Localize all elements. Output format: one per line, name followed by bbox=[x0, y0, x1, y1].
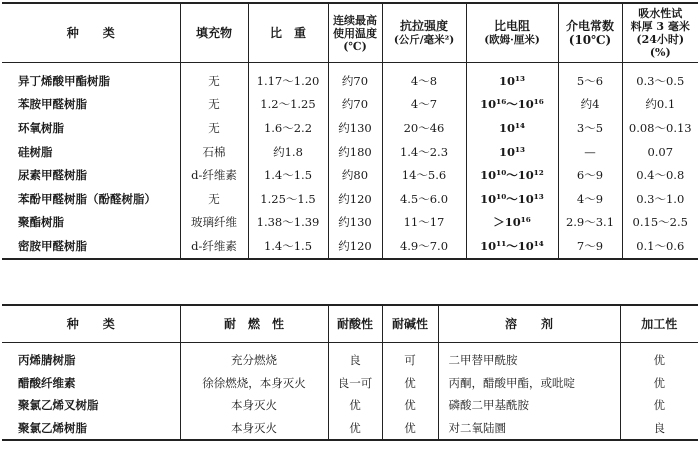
table1-row bbox=[2, 116, 698, 140]
header-gravity: 比 重 bbox=[248, 3, 328, 63]
cell-dielectric: 6～9 bbox=[558, 163, 622, 187]
cell2-alkali: 优 bbox=[382, 394, 438, 417]
header2-name: 种 类 bbox=[2, 305, 180, 343]
header2-solvent: 溶 剂 bbox=[438, 305, 620, 343]
table1-row bbox=[2, 93, 698, 117]
cell2-name: 醋酸纤维素 bbox=[18, 375, 76, 390]
cell2-acid: 优 bbox=[328, 417, 382, 441]
header-name: 种 类 bbox=[2, 3, 180, 63]
cell-temp: 约120 bbox=[328, 187, 382, 211]
cell-name: 异丁烯酸甲酯树脂 bbox=[18, 73, 110, 88]
cell-gravity: 约1.8 bbox=[248, 140, 328, 164]
cell2-processability: 良 bbox=[620, 417, 698, 441]
cell-tensile: 4～8 bbox=[382, 63, 466, 93]
cell2-processability: 优 bbox=[620, 394, 698, 417]
header-dielectric-l2: (10℃) bbox=[568, 33, 612, 47]
resistance-table bbox=[2, 304, 698, 441]
header-dielectric bbox=[558, 3, 622, 63]
header-absorption-l1: 吸水性试 bbox=[638, 7, 683, 20]
cell2-flammability: 充分燃烧 bbox=[180, 343, 328, 372]
header-absorption bbox=[622, 3, 698, 63]
cell-absorption: 0.08～0.13 bbox=[622, 116, 698, 140]
cell-gravity: 1.6～2.2 bbox=[248, 116, 328, 140]
cell-temp: 约130 bbox=[328, 116, 382, 140]
cell-gravity: 1.38～1.39 bbox=[248, 211, 328, 235]
cell2-alkali: 可 bbox=[382, 343, 438, 372]
header2-processability: 加工性 bbox=[620, 305, 698, 343]
cell2-alkali: 优 bbox=[382, 417, 438, 441]
cell-tensile: 20～46 bbox=[382, 116, 466, 140]
cell-filler: 无 bbox=[180, 116, 248, 140]
cell-dielectric: 3～5 bbox=[558, 116, 622, 140]
table1-row bbox=[2, 140, 698, 164]
cell-filler: 无 bbox=[180, 63, 248, 93]
cell2-solvent: 磷酸二甲基酰胺 bbox=[438, 394, 620, 417]
cell-resistivity: 10¹⁴ bbox=[466, 116, 558, 140]
cell-dielectric: 2.9～3.1 bbox=[558, 211, 622, 235]
cell-name: 硅树脂 bbox=[18, 144, 53, 159]
cell-tensile: 4.9～7.0 bbox=[382, 234, 466, 259]
cell2-acid: 良 bbox=[328, 343, 382, 372]
header-tensile bbox=[382, 3, 466, 63]
cell-filler: d-纤维素 bbox=[180, 163, 248, 187]
cell2-flammability: 本身灭火 bbox=[180, 417, 328, 441]
cell-tensile: 4.5～6.0 bbox=[382, 187, 466, 211]
cell2-name: 聚氯乙烯叉树脂 bbox=[18, 398, 99, 413]
cell-tensile: 1.4～2.3 bbox=[382, 140, 466, 164]
cell-dielectric: 4～9 bbox=[558, 187, 622, 211]
cell-resistivity: 10¹⁶～10¹⁶ bbox=[466, 93, 558, 117]
table2-row bbox=[2, 343, 698, 372]
cell-name: 尿素甲醛树脂 bbox=[18, 168, 87, 183]
cell-filler: 石棉 bbox=[180, 140, 248, 164]
cell-absorption: 0.07 bbox=[622, 140, 698, 164]
cell-name: 苯酚甲醛树脂（酚醛树脂） bbox=[18, 191, 156, 206]
table1-row bbox=[2, 211, 698, 235]
cell2-solvent: 丙酮，醋酸甲酯，或吡啶 bbox=[438, 372, 620, 395]
header-tensile-l1: 抗拉强度 bbox=[399, 19, 448, 33]
cell-tensile: 14～5.6 bbox=[382, 163, 466, 187]
table1-header-row bbox=[2, 3, 698, 63]
cell-gravity: 1.4～1.5 bbox=[248, 163, 328, 187]
cell-temp: 约130 bbox=[328, 211, 382, 235]
cell-name: 苯胺甲醛树脂 bbox=[18, 97, 87, 112]
cell-absorption: 0.3～0.5 bbox=[622, 63, 698, 93]
cell2-flammability: 徐徐燃烧，本身灭火 bbox=[180, 372, 328, 395]
table2-row bbox=[2, 394, 698, 417]
table1-row bbox=[2, 63, 698, 93]
cell-name: 环氧树脂 bbox=[18, 120, 64, 135]
cell-resistivity: ＞10¹⁶ bbox=[466, 211, 558, 235]
cell2-solvent: 二甲替甲酰胺 bbox=[438, 343, 620, 372]
header-absorption-l4: (%) bbox=[649, 46, 671, 59]
cell-temp: 约70 bbox=[328, 93, 382, 117]
cell-absorption: 0.4～0.8 bbox=[622, 163, 698, 187]
header2-acid: 耐酸性 bbox=[328, 305, 382, 343]
cell-temp: 约120 bbox=[328, 234, 382, 259]
table2-row bbox=[2, 372, 698, 395]
cell-dielectric: 7～9 bbox=[558, 234, 622, 259]
cell-dielectric: 约4 bbox=[558, 93, 622, 117]
header-absorption-l2: 料厚 3 毫米 bbox=[630, 20, 690, 33]
table1-row bbox=[2, 234, 698, 259]
cell2-processability: 优 bbox=[620, 343, 698, 372]
cell2-acid: 良一可 bbox=[328, 372, 382, 395]
table2-row bbox=[2, 417, 698, 441]
header-dielectric-l1: 介电常数 bbox=[565, 19, 614, 33]
cell-resistivity: 10¹³ bbox=[466, 140, 558, 164]
cell-resistivity: 10¹³ bbox=[466, 63, 558, 93]
cell-temp: 约80 bbox=[328, 163, 382, 187]
cell-temp: 约70 bbox=[328, 63, 382, 93]
header-resistivity bbox=[466, 3, 558, 63]
header2-flammability: 耐 燃 性 bbox=[180, 305, 328, 343]
table1-row bbox=[2, 163, 698, 187]
header-tensile-l2: (公斤/毫米²) bbox=[393, 34, 455, 46]
cell-absorption: 0.1～0.6 bbox=[622, 234, 698, 259]
cell-resistivity: 10¹⁰～10¹² bbox=[466, 163, 558, 187]
cell-dielectric: — bbox=[558, 140, 622, 164]
cell-absorption: 约0.1 bbox=[622, 93, 698, 117]
cell2-processability: 优 bbox=[620, 372, 698, 395]
cell-filler: 无 bbox=[180, 187, 248, 211]
cell-temp: 约180 bbox=[328, 140, 382, 164]
cell-absorption: 0.3～1.0 bbox=[622, 187, 698, 211]
cell-filler: 无 bbox=[180, 93, 248, 117]
table1-row bbox=[2, 187, 698, 211]
header-temp-l1: 连续最高 bbox=[333, 13, 377, 27]
table2-header-row bbox=[2, 305, 698, 343]
header-filler: 填充物 bbox=[180, 3, 248, 63]
cell2-name: 丙烯腈树脂 bbox=[18, 353, 76, 368]
cell-gravity: 1.2～1.25 bbox=[248, 93, 328, 117]
cell2-alkali: 优 bbox=[382, 372, 438, 395]
header2-alkali: 耐碱性 bbox=[382, 305, 438, 343]
cell-tensile: 11～17 bbox=[382, 211, 466, 235]
header-temp-l2: 使用温度 bbox=[333, 26, 377, 40]
cell-tensile: 4～7 bbox=[382, 93, 466, 117]
cell2-solvent: 对二氧陆圜 bbox=[438, 417, 620, 441]
header-temp bbox=[328, 3, 382, 63]
cell2-acid: 优 bbox=[328, 394, 382, 417]
properties-table bbox=[2, 2, 698, 260]
cell-gravity: 1.17～1.20 bbox=[248, 63, 328, 93]
cell-name: 密胺甲醛树脂 bbox=[18, 238, 87, 253]
cell-dielectric: 5～6 bbox=[558, 63, 622, 93]
cell-resistivity: 10¹⁰～10¹³ bbox=[466, 187, 558, 211]
header-temp-l3: (℃) bbox=[343, 39, 367, 53]
header-resistivity-l2: (欧姆·厘米) bbox=[484, 34, 540, 46]
cell-filler: d-纤维素 bbox=[180, 234, 248, 259]
cell-gravity: 1.4～1.5 bbox=[248, 234, 328, 259]
cell2-flammability: 本身灭火 bbox=[180, 394, 328, 417]
cell-filler: 玻璃纤维 bbox=[180, 211, 248, 235]
cell-absorption: 0.15～2.5 bbox=[622, 211, 698, 235]
cell-resistivity: 10¹¹～10¹⁴ bbox=[466, 234, 558, 259]
header-absorption-l3: (24小时) bbox=[636, 33, 685, 46]
cell-name: 聚酯树脂 bbox=[18, 215, 64, 230]
cell-gravity: 1.25～1.5 bbox=[248, 187, 328, 211]
cell2-name: 聚氯乙烯树脂 bbox=[18, 420, 87, 435]
header-resistivity-l1: 比电阻 bbox=[493, 19, 530, 33]
